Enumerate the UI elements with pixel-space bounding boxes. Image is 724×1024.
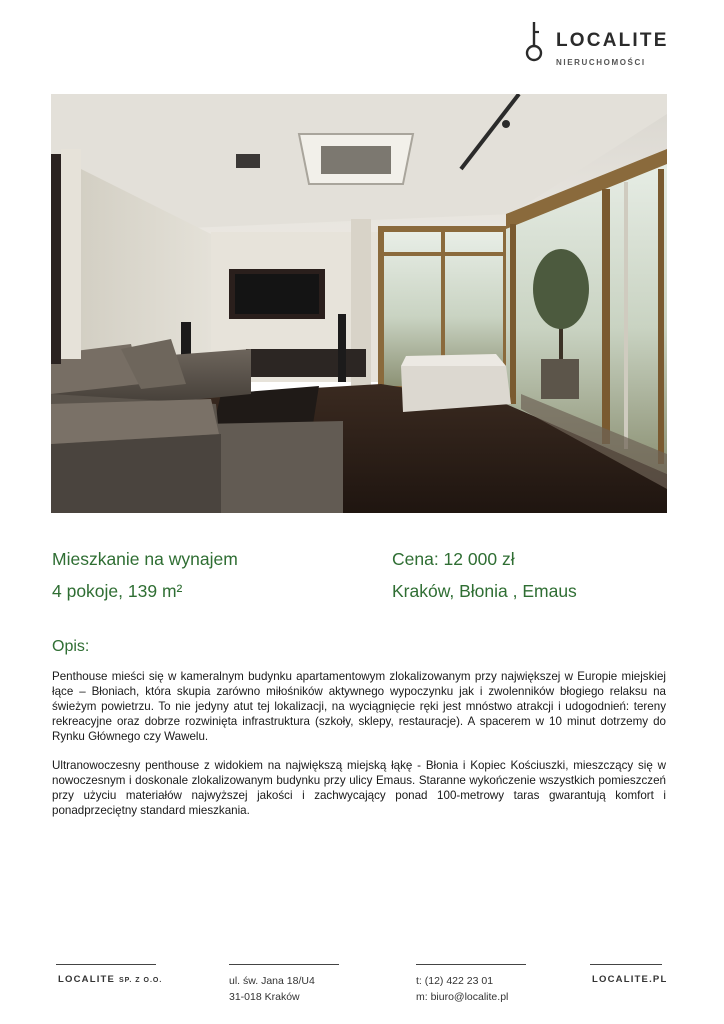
footer-address-line2: 31-018 Kraków [229,991,300,1003]
brand-subtitle: NIERUCHOMOŚCI [556,58,646,67]
footer-divider [229,964,339,965]
footer-divider [416,964,526,965]
listing-rooms-area: 4 pokoje, 139 m² [52,581,183,601]
listing-price: Cena: 12 000 zł [392,549,515,569]
company-logo[interactable] [520,20,690,72]
footer-address-line1: ul. św. Jana 18/U4 [229,975,315,987]
footer-contact [416,973,508,1005]
footer-company-name: LOCALITE [58,974,116,985]
footer-company-suffix: SP. Z O.O. [118,977,163,984]
apartment-photo [51,94,667,513]
footer-address [229,973,315,1005]
footer-email[interactable]: m: biuro@localite.pl [416,991,509,1003]
listing-location: Kraków, Błonia , Emaus [392,581,577,601]
footer-company [58,974,162,985]
footer-website-link[interactable]: LOCALITE.PL [592,974,668,985]
footer-divider [56,964,156,965]
description-paragraph: Ultranowoczesny penthouse z widokiem na największą miejską łąkę - Błonia i Kopiec Kościuszki, mieszczący się w nowoczesnym i doskonale zlokalizowanym budynku przy ulicy Emaus. Staranne wykończenie wszystkich pomieszczeń przy użyciu materiałów najwyższej jakości i zachwycający ponad 100-metrowy taras gwarantują komfort i ponadprzeciętny standard mieszkania. [52,759,666,817]
description-heading: Opis: [52,638,90,655]
footer-divider [590,964,662,965]
description-paragraph: Penthouse mieści się w kameralnym budynku apartamentowym zlokalizowanym przy największej w Europie miejskiej łące – Błoniach, która skupia zarówno miłośników aktywnego wypoczynku jak i zwolenników błogiego relaksu na świeżym powietrzu. To nie jedyny atut tej lokalizacji, na wyciągnięcie ręki jest mnóstwo atrakcji i udogodnień: tereny rekreacyjne oraz dobrze rozwinięta infrastruktura (szkoły, sklepy, restauracje). A spacerem w 10 minut dotrzemy do Rynku Głównego czy Wawelu. [52,670,666,743]
brand-name: LOCALITE [556,30,669,51]
footer-phone[interactable]: t: (12) 422 23 01 [416,975,494,987]
listing-type: Mieszkanie na wynajem [52,549,238,569]
key-logo-icon [524,20,546,64]
